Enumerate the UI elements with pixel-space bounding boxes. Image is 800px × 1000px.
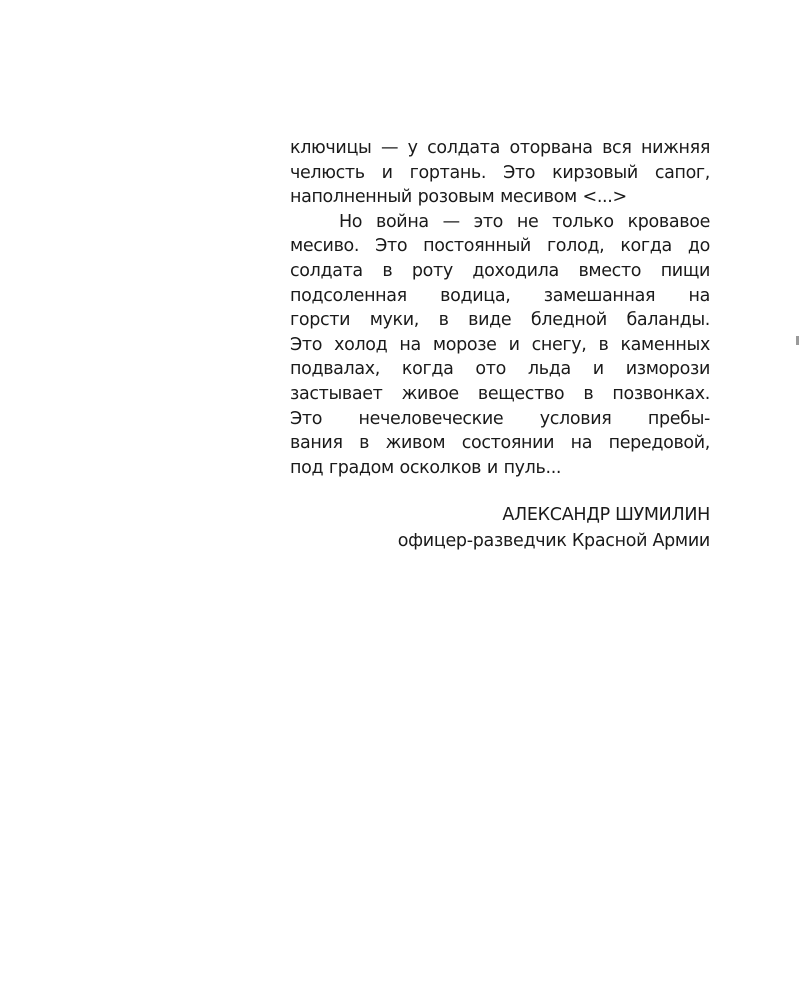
text-line: Это холод на морозе и снегу, в каменных — [290, 334, 710, 355]
text-line: месиво. Это постоянный голод, когда до — [290, 236, 710, 257]
quote-text — [290, 136, 710, 480]
page-edge-mark — [796, 336, 799, 345]
author-role: офицер-разведчик Красной Армии — [397, 531, 710, 551]
text-line: ключицы — у солдата оторвана вся нижняя — [290, 138, 710, 158]
text-line: Но война — это не только кровавое — [339, 211, 710, 232]
text-line: под градом осколков и пуль... — [290, 457, 562, 478]
text-line: подвалах, когда ото льда и изморози — [290, 359, 710, 380]
author-name: АЛЕКСАНДР ШУМИЛИН — [502, 505, 710, 525]
text-line: подсоленная водица, замешанная на — [290, 285, 710, 306]
text-line: наполненный розовым месивом <...> — [290, 187, 627, 208]
text-line: вания в живом состоянии на передовой, — [290, 433, 710, 454]
text-line: горсти муки, в виде бледной баланды. — [290, 310, 710, 331]
text-line: солдата в роту доходила вместо пищи — [290, 260, 710, 281]
text-line: застывает живое вещество в позвонках. — [290, 383, 710, 404]
text-line: челюсть и гортань. Это кирзовый сапог, — [290, 162, 710, 183]
text-line: Это нечеловеческие условия пребы- — [290, 408, 710, 429]
